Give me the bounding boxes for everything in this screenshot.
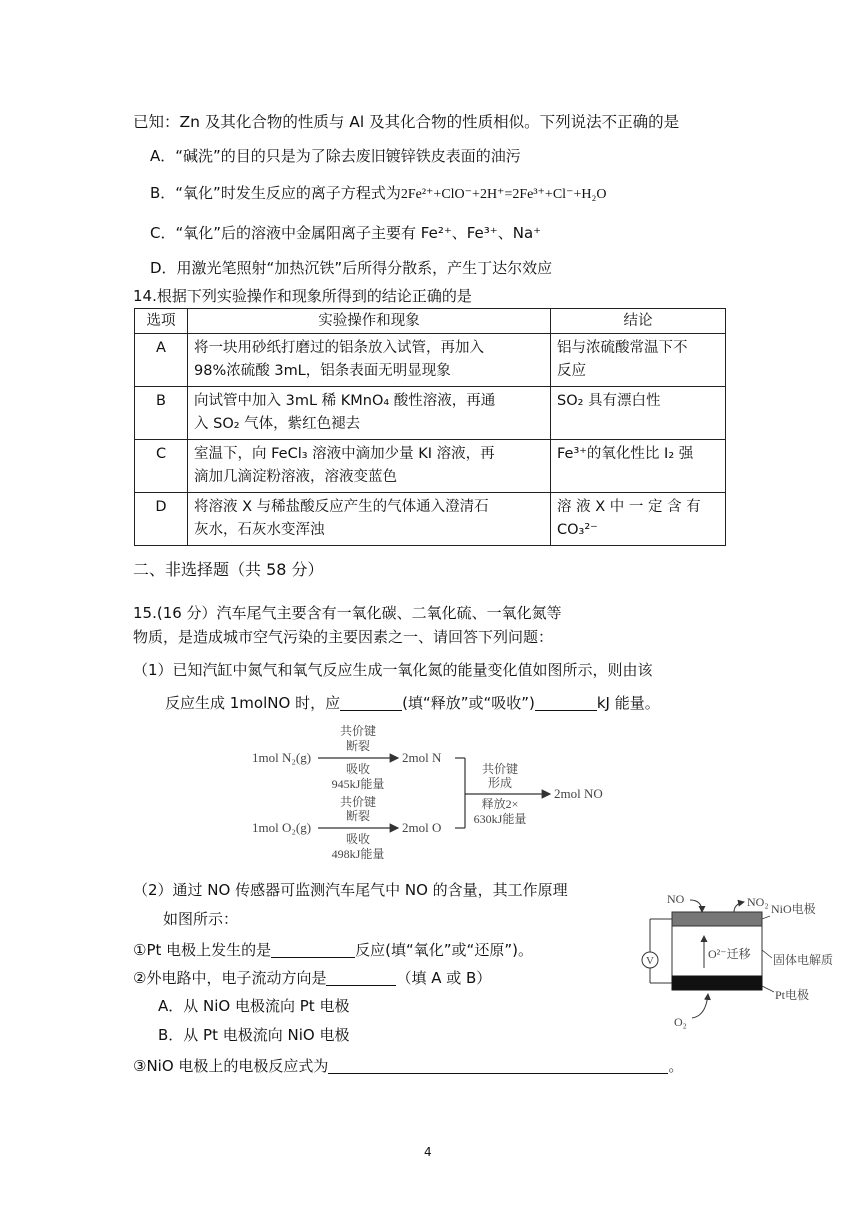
row-conclusion <box>551 334 726 387</box>
answer-blank[interactable] <box>328 1057 668 1074</box>
q13-option-b-equation: 2Fe²⁺+ClO⁻+2H⁺=2Fe³⁺+Cl⁻+H₂O <box>400 187 607 202</box>
q13-option-b-text: B．“氧化”时发生反应的离子方程式为 <box>150 184 401 202</box>
answer-blank[interactable] <box>326 969 396 986</box>
row-operation-line2: 滴加几滴淀粉溶液，溶液变蓝色 <box>194 469 397 485</box>
no2-outlet-label: NO₂ <box>747 895 769 909</box>
q15-part1-text-c: kJ 能量。 <box>596 694 660 712</box>
q15-part2-q3-text-a: ③NiO 电极上的电极反应式为 <box>133 1057 329 1075</box>
q13-option-b <box>150 183 606 205</box>
q13-option-c: C．“氧化”后的溶液中金属阳离子主要有 Fe²⁺、Fe³⁺、Na⁺ <box>150 224 542 242</box>
q15-part2-line1: （2）通过 NO 传感器可监测汽车尾气中 NO 的含量，其工作原理 <box>133 881 568 899</box>
q14-stem: 14.根据下列实验操作和现象所得到的结论正确的是 <box>133 287 472 305</box>
arrow-icon <box>734 902 744 912</box>
row-option: A <box>135 334 188 387</box>
answer-blank[interactable] <box>271 941 355 958</box>
pt-label: Pt电极 <box>775 988 810 1002</box>
arrow-icon <box>690 900 702 912</box>
row-operation <box>188 387 551 440</box>
row-operation <box>188 334 551 387</box>
row-operation-line1: 向试管中加入 3mL 稀 KMnO₄ 酸性溶液，再通 <box>194 393 496 409</box>
migration-label: O²⁻迁移 <box>708 947 751 961</box>
arrow-icon <box>692 994 708 1018</box>
break-label-1: 共价键 <box>339 724 377 738</box>
page-number: 4 <box>424 1145 432 1159</box>
row-conclusion <box>551 493 726 546</box>
release-label-1: 释放2× <box>481 797 519 811</box>
row-option: C <box>135 440 188 493</box>
row-option: B <box>135 387 188 440</box>
pt-electrode <box>672 976 762 990</box>
q13-option-d: D．用激光笔照射“加热沉铁”后所得分散系，产生丁达尔效应 <box>150 259 553 277</box>
q15-part2-q1 <box>133 940 533 960</box>
row-conclusion-line1: SO₂ 具有漂白性 <box>557 393 661 409</box>
q15-part2-line2: 如图所示： <box>163 910 239 928</box>
q15-stem-line1: 15.(16 分）汽车尾气主要含有一氧化碳、二氧化硫、一氧化氮等 <box>133 604 562 622</box>
row-conclusion <box>551 387 726 440</box>
row-conclusion-line2: 反应 <box>557 363 586 379</box>
voltmeter-label: V <box>646 955 654 967</box>
q15-part2-q1-text-a: ①Pt 电极上发生的是 <box>133 941 272 959</box>
break-label-2: 断裂 <box>345 809 371 823</box>
o-atoms-label: 2mol O <box>402 820 442 835</box>
row-conclusion-line1: Fe³⁺的氧化性比 I₂ 强 <box>557 446 694 462</box>
row-operation-line1: 室温下，向 FeCl₃ 溶液中滴加少量 KI 溶液，再 <box>194 446 495 462</box>
n2-energy: 945kJ能量 <box>331 777 385 791</box>
q15-part1-text-b: (填“释放”或“吸收”) <box>402 694 535 712</box>
break-label-1: 共价键 <box>339 795 377 809</box>
no-label: 2mol NO <box>554 786 603 801</box>
q15-part2-q3 <box>133 1056 683 1076</box>
q15-stem-line2: 物质，是造成城市空气污染的主要因素之一、请回答下列问题： <box>133 628 554 646</box>
absorb-label: 吸收 <box>345 832 371 846</box>
energy-diagram <box>250 720 620 870</box>
form-label-1: 共价键 <box>481 762 519 776</box>
q15-part2-option-b: B．从 Pt 电极流向 NiO 电极 <box>158 1026 350 1044</box>
q14-table <box>134 308 726 546</box>
table-row <box>135 334 726 387</box>
o2-label: 1mol O₂(g) <box>252 820 312 835</box>
row-conclusion-line2: CO₃²⁻ <box>557 522 598 538</box>
row-operation-line2: 98%浓硫酸 3mL，铝条表面无明显现象 <box>194 363 451 379</box>
nio-electrode <box>672 912 762 926</box>
no-inlet-label: NO <box>667 892 685 906</box>
row-operation-line2: 灰水，石灰水变浑浊 <box>194 522 325 538</box>
q15-part2-q2-text-b: （填 A 或 B） <box>396 969 492 987</box>
q15-part2-q1-text-b: 反应(填“氧化”或“还原”)。 <box>355 941 533 959</box>
n-atoms-label: 2mol N <box>402 750 442 765</box>
release-label-2: 630kJ能量 <box>473 812 527 826</box>
header-option: 选项 <box>135 309 188 334</box>
table-row <box>135 493 726 546</box>
header-conclusion: 结论 <box>551 309 726 334</box>
o2-inlet-label: O₂ <box>674 1015 687 1029</box>
row-option: D <box>135 493 188 546</box>
row-conclusion-line1: 铝与浓硫酸常温下不 <box>557 340 688 356</box>
row-operation-line1: 将一块用砂纸打磨过的铝条放入试管，再加入 <box>194 340 484 356</box>
q15-part2-q3-text-b: 。 <box>668 1057 684 1075</box>
leader-line <box>762 916 770 919</box>
o2-energy: 498kJ能量 <box>331 847 385 861</box>
row-operation-line1: 将溶液 X 与稀盐酸反应产生的气体通入澄清石 <box>194 499 489 515</box>
q13-option-a: A．“碱洗”的目的只是为了除去废旧镀锌铁皮表面的油污 <box>150 147 521 165</box>
row-conclusion <box>551 440 726 493</box>
q15-part1-text-a: 反应生成 1molNO 时，应 <box>165 694 341 712</box>
sensor-diagram <box>632 886 850 1034</box>
leader-line <box>762 950 772 958</box>
electrolyte-label: 固体电解质 <box>773 953 834 967</box>
form-label-2: 形成 <box>487 776 513 790</box>
break-label-2: 断裂 <box>345 739 371 753</box>
q15-part2-q2-text-a: ②外电路中，电子流动方向是 <box>133 969 327 987</box>
q15-part1-line1: （1）已知汽缸中氮气和氧气反应生成一氧化氮的能量变化值如图所示，则由该 <box>133 661 653 679</box>
row-operation <box>188 440 551 493</box>
absorb-label: 吸收 <box>345 762 371 776</box>
nio-label: NiO电极 <box>771 902 816 916</box>
n2-label: 1mol N₂(g) <box>252 750 312 765</box>
q13-stem: 已知：Zn 及其化合物的性质与 Al 及其化合物的性质相似。下列说法不正确的是 <box>133 113 680 131</box>
section-heading: 二、非选择题（共 58 分） <box>133 560 324 579</box>
leader-line <box>762 986 774 992</box>
table-row <box>135 440 726 493</box>
answer-blank[interactable] <box>535 694 597 711</box>
table-header-row <box>135 309 726 334</box>
q15-part1-line2 <box>165 693 660 713</box>
header-operation: 实验操作和现象 <box>188 309 551 334</box>
table-row <box>135 387 726 440</box>
row-conclusion-line1: 溶 液 X 中 一 定 含 有 <box>557 499 701 515</box>
q15-part2-q2 <box>133 968 491 988</box>
row-operation-line2: 入 SO₂ 气体，紫红色褪去 <box>194 416 361 432</box>
row-operation <box>188 493 551 546</box>
answer-blank[interactable] <box>340 694 402 711</box>
q15-part2-option-a: A．从 NiO 电极流向 Pt 电极 <box>158 997 350 1015</box>
